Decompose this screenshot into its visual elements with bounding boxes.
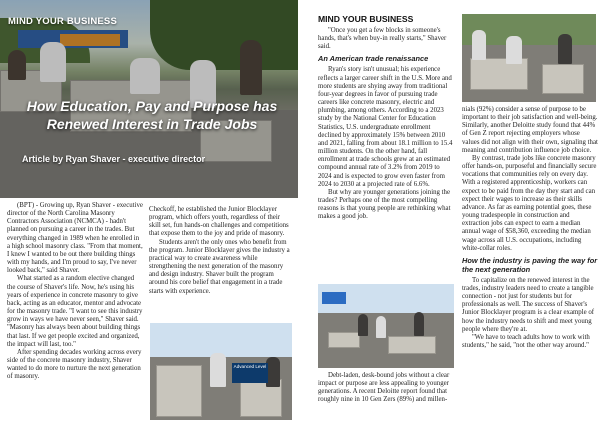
paragraph: Ryan's story isn't unusual; his experience reflects a larger career shift in the U.S. More and more students are shying away from traditional four-year degrees in favor of pursuing trade careers like concrete masonry, electric and plumbing, among others. According to a 2023 study by the National Center for Education Statistics, U.S. undergraduate enrollment declined by approximately 15% between 2010 and 2021, falling from about 18.1 million to 15.4 million students. On the other hand, fall enrollment at trade schools grew at an estimated compound annual rate of 3.2% from 2019 to 2024 and is expected to grow even faster from 2024 to 2030 at a projected rate of 6.6%. [318, 66, 453, 188]
advanced-level-sign: Advanced Level [232, 363, 268, 383]
paragraph: After spending decades working across every side of the concrete masonry industry, Shaver wanted to do more to nurture the next generation of masonry. [7, 348, 142, 381]
photo-person [376, 316, 386, 338]
photo-person [266, 357, 280, 387]
photo-person [558, 34, 572, 64]
photo-tent [322, 292, 346, 304]
paragraph: Students aren't the only ones who benefit from the program. Junior Blocklayer gives the industry a practical way to create awareness while strengthening the next generation of the masonry and design industry. Shaver built the program around his core belief that engagement in a trade starts with experience. [149, 238, 290, 295]
photo-advanced-level [150, 323, 292, 420]
paragraph: By contrast, trade jobs like concrete masonry offer hands-on, purposeful and financially secure vocations that communities rely on every day. With a registered apprenticeship, workers can expect to be paid from the day they start and can expect their wages to increase as their skills advance. As far as earning potential goes, these young tradespeople in construction and extraction jobs can expect to earn a median annual wage of $58,360, exceeding the median wage across all U.S. occupations, including white-collar roles. [462, 154, 597, 252]
article-title: How Education, Pay and Purpose has Renewed Interest in Trade Jobs [26, 98, 278, 132]
section-tag-right: MIND YOUR BUSINESS [318, 14, 414, 24]
right-column-1-bottom [318, 372, 454, 405]
photo-person [358, 314, 368, 336]
photo-person [210, 353, 226, 387]
section-heading: An American trade renaissance [318, 54, 429, 64]
section-tag: MIND YOUR BUSINESS [8, 16, 117, 27]
paragraph: Checkoff, he established the Junior Blocklayer program, which offers youth, regardless of their skill set, fun hands-on challenges and competitions that expose them to the joy and pride of masonry. [149, 206, 289, 238]
paragraph: "Once you get a few blocks in someone's hands, that's when buy-in really starts," Shaver said. [318, 27, 447, 51]
photo-block-wall [156, 365, 202, 417]
paragraph: "We have to teach adults how to work with students," he said, "not the other way around." [462, 333, 590, 350]
right-column-2 [462, 106, 598, 350]
photo-sky [150, 323, 292, 357]
paragraph: What started as a random elective changed the course of Shaver's life. Now, he's using his years of experience in concrete masonry to give back, acting as an educator, mentor and advocate for the masonry trade. "I want to see this industry grow in ways we have never seen," Shaver said. "Masonry has always been about building things that last. If we get people excited and organized, the impact will last, too." [7, 275, 143, 348]
photo-person [506, 36, 522, 64]
right-column-1 [318, 27, 454, 221]
paragraph: Debt-laden, desk-bound jobs without a clear impact or purpose are less appealing to younger generations. A recent Deloitte report found that roughly nine in 10 Gen Zers (89%) and millen- [318, 372, 450, 404]
photo-block-wall [542, 64, 584, 94]
photo-block-wall [328, 332, 360, 348]
paragraph: To capitalize on the renewed interest in the trades, industry leaders need to create a tangible connection - not just for students but for professionals as well. The success of Shaver's Junior Blocklayer program is a clear example of how the industry needs to shift and meet young people where they're at. [462, 276, 595, 333]
right-page [300, 0, 600, 424]
photo-person [472, 30, 486, 60]
paragraph: nials (92%) consider a sense of purpose to be important to their job satisfaction and well-being. Similarly, another Deloitte study found that 44% of Gen Z report rejecting employers whose values did not align with their own, signaling that meaning and contribution influence job choice. [462, 106, 598, 154]
photo-workers [462, 14, 596, 102]
paragraph: (BPT) - Growing up, Ryan Shaver - executive director of the North Carolina Masonry Contractors Association (NCMCA) - hadn't planned on pursuing a career in the trades. But everything changed in 1989 when he enrolled in a high school masonry class. "From that moment, I knew I wanted to be out there building things with my hands, and I'm proud to say, I've never looked back," said Shaver. [7, 202, 143, 275]
left-column-2 [149, 206, 290, 296]
paragraph: But why are younger generations joining the trades? Perhaps one of the most compelling reasons is that young people are rethinking what makes a good job. [318, 188, 451, 221]
photo-event [318, 284, 454, 368]
article-byline: Article by Ryan Shaver - executive director [22, 154, 206, 164]
photo-block-wall [388, 336, 436, 354]
photo-person [414, 312, 424, 336]
section-heading: How the industry is paving the way for the next generation [462, 255, 598, 274]
left-column-1 [7, 202, 143, 381]
